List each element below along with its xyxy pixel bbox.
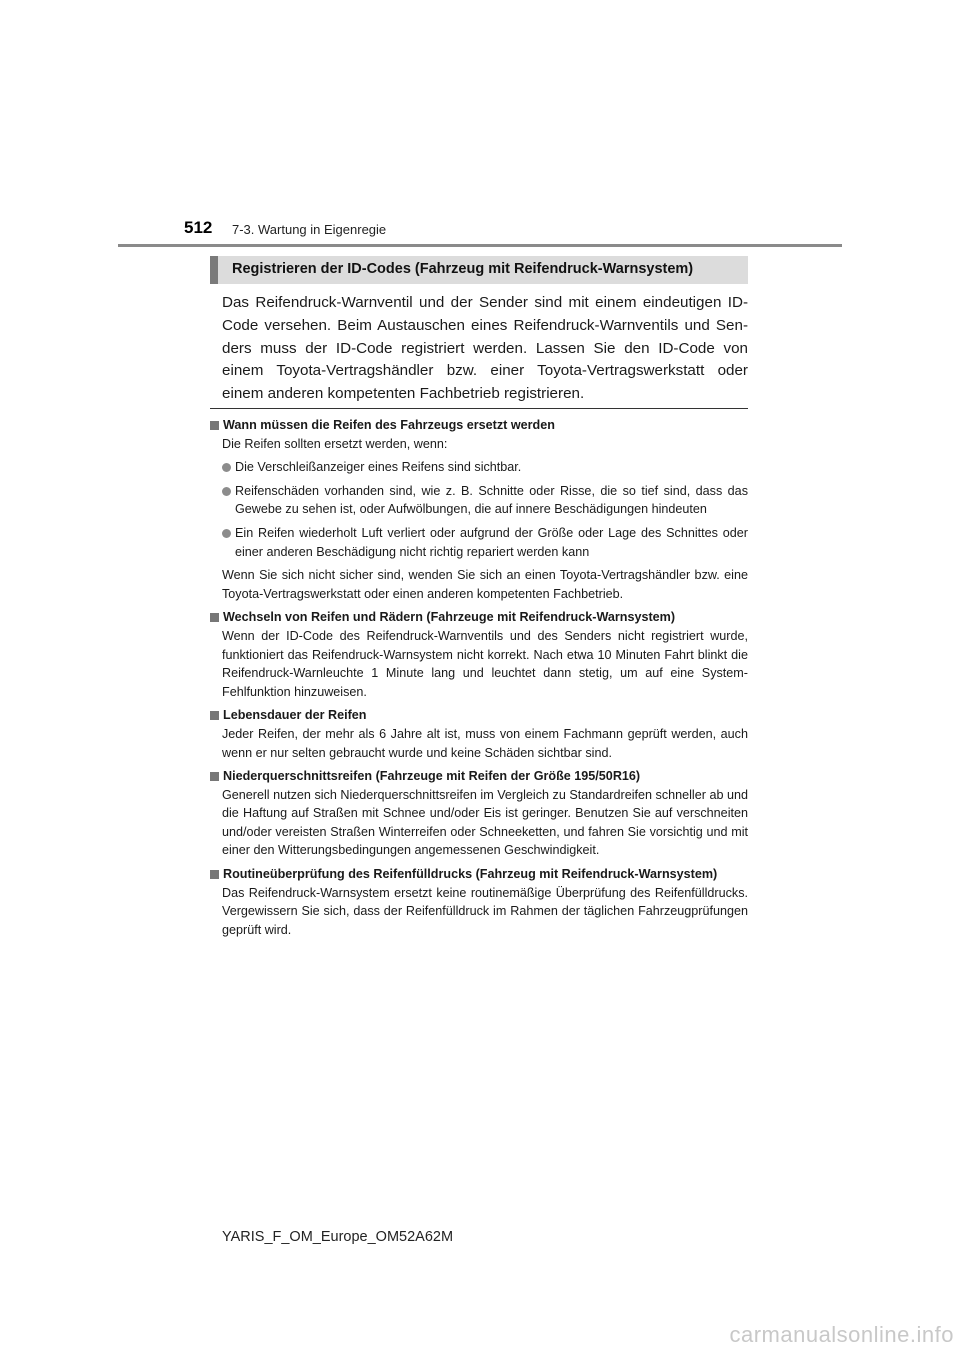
list-item-text: Reifenschäden vorhanden sind, wie z. B. Schnitte oder Risse, die so tief sind, dass das Gewebe zu sehen ist, oder Aufwölbungen, die auf innere Beschädigungen hindeuten	[235, 483, 748, 517]
note-heading-text: Wann müssen die Reifen des Fahrzeugs ersetzt werden	[223, 418, 555, 432]
square-bullet-icon	[210, 772, 219, 781]
square-bullet-icon	[210, 613, 219, 622]
list-item-text: Die Verschleißanzeiger eines Reifens sind sichtbar.	[235, 460, 522, 475]
header-rule	[118, 244, 842, 247]
square-bullet-icon	[210, 711, 219, 720]
square-bullet-icon	[210, 870, 219, 879]
list-item	[222, 458, 748, 477]
note-heading-text: Wechseln von Reifen und Rädern (Fahrzeuge mit Reifendruck-Warnsystem)	[223, 610, 676, 625]
note-pressure-check	[210, 865, 748, 939]
note-trailer: Wenn Sie sich nicht sicher sind, wenden Sie sich an einen Toyota-Vertragshändler bzw. eine Toyota-Vertragswerkstatt oder einen anderen kompetenten Fachbetrieb.	[222, 568, 748, 601]
note-lead: Die Reifen sollten ersetzt werden, wenn:	[222, 436, 448, 451]
list-item	[222, 524, 748, 561]
round-bullet-icon	[222, 463, 231, 472]
note-body: Generell nutzen sich Niederquerschnittsreifen im Vergleich zu Standardreifen schneller ab und die Haftung auf Straßen mit Schnee und/oder Eis ist geringer. Benutzen Sie auf verschneiten und/oder vereisten Straßen Winterreifen oder Schneeketten, und fahren Sie vorsichtig und mit einer den Witterungsbedingungen angemessenen Geschwindigkeit.	[222, 787, 748, 858]
note-low-profile-tires	[210, 767, 748, 860]
note-heading	[210, 767, 748, 786]
square-bullet-icon	[210, 421, 219, 430]
notes-list	[210, 416, 748, 944]
intro-paragraph: Das Reifendruck-Warnventil und der Sender sind mit einem eindeutigen ID-Code versehen. Beim Austauschen eines Reifendruck-Warnventils und Senders muss der ID-Code registriert werden. Lassen Sie den ID-Code von einem Toyota-Vertragshändler bzw. einer Toyota-Vertragswerkstatt oder einem anderen kompetenten Fachbetrieb registrieren.	[222, 294, 748, 403]
note-heading-text: Routineüberprüfung des Reifenfülldrucks (Fahrzeug mit Reifendruck-Warnsystem)	[223, 867, 718, 882]
section-header-bar	[210, 256, 748, 284]
round-bullet-icon	[222, 487, 231, 496]
round-bullet-icon	[222, 529, 231, 538]
note-heading-text: Lebensdauer der Reifen	[223, 708, 367, 723]
footer-doc-code: YARIS_F_OM_Europe_OM52A62M	[222, 1229, 454, 1245]
list-item-text: Ein Reifen wiederholt Luft verliert oder aufgrund der Größe oder Lage des Schnittes oder einer anderen Beschädigung nicht richtig repariert werden kann	[235, 525, 748, 559]
note-tire-lifetime	[210, 706, 748, 762]
watermark: carmanualsonline.info	[729, 1322, 954, 1347]
note-heading-text: Niederquerschnittsreifen (Fahrzeuge mit Reifen der Größe 195/50R16)	[223, 769, 641, 784]
note-body: Wenn der ID-Code des Reifendruck-Warnventils und des Senders nicht registriert wurde, funktioniert das Reifendruck-Warnsystem nicht korrekt. Nach etwa 10 Minuten Fahrt blinkt die Reifendruck-Warnleuchte 1 Minute lang und leuchtet dann stetig, um auf eine System-Fehlfunktion hinzuweisen.	[222, 628, 748, 699]
page-number: 512	[184, 218, 213, 237]
note-body: Jeder Reifen, der mehr als 6 Jahre alt ist, muss von einem Fachmann geprüft werden, auch wenn er nur selten gebraucht wurde und keine Schäden sichtbar sind.	[222, 726, 748, 760]
note-heading	[210, 416, 748, 435]
chapter-title: 7-3. Wartung in Eigenregie	[232, 222, 387, 237]
note-heading	[210, 706, 748, 725]
list-item	[222, 482, 748, 519]
section-title: Registrieren der ID-Codes (Fahrzeug mit Reifendruck-Warnsystem)	[232, 261, 694, 277]
note-heading	[210, 608, 748, 627]
section-divider	[210, 408, 748, 409]
note-wheel-change	[210, 608, 748, 701]
note-body: Das Reifendruck-Warnsystem ersetzt keine routinemäßige Überprüfung des Reifenfülldrucks. Vergewissern Sie sich, dass der Reifenfülldruck im Rahmen der täglichen Fahrzeugprüfungen geprüft wird.	[222, 885, 748, 937]
note-heading	[210, 865, 748, 884]
note-tire-replacement	[210, 416, 748, 603]
